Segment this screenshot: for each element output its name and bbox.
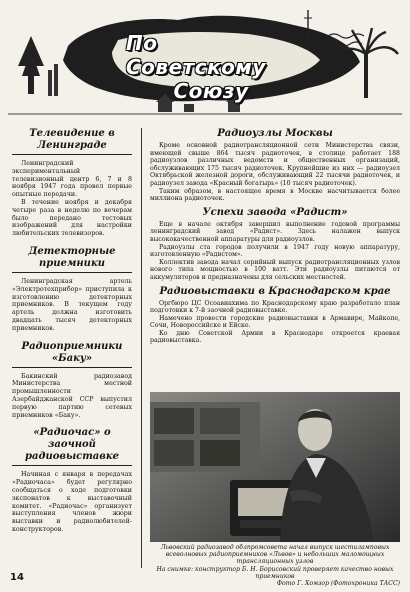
paragraph: Оргбюро ЦС Осоавиахима по Краснодарскому краю разработало план подготовки к 7-й заочной радиовыставке. [150,299,400,315]
section-baku-receivers [12,341,132,420]
section-divider [12,272,132,273]
title-line-2: Союзу [173,79,249,103]
section-moscow-radio-hubs [150,128,400,203]
section-title: Успехи завода «Радист» [202,206,348,218]
paragraph: Начиная с января в передачах «Радиочаса» будет регулярно сообщаться о ходе подготовки экспонатов к выставочный комитет. «Радиочас» организует выступления членов жюри выставки и радиолюбителей-конструкторов. [12,471,132,533]
left-column [12,128,132,534]
section-radist-factory [150,207,400,282]
paragraph: Еще в начале октября завершил выполнение годовой программы ленинградский завод «Радист». Здесь налажен выпуск высококачественной аппаратуры для радиоузлов. [150,220,400,243]
section-title: Радиовыставки в Краснодарском крае [159,285,391,297]
right-column [150,128,400,345]
section-radiochas [12,427,132,533]
section-title: Детекторные приемники [28,245,116,269]
section-title: Радиоузлы Москвы [217,128,333,139]
paragraph: Радиоузлы ста городов получили в 1947 году новую аппаратуру, изготовленную «Радистом». [150,243,400,259]
section-divider [12,465,132,466]
photo-credit: Фото Г. Хомзор (Фотохроника ТАСС) [277,580,400,588]
photo-engineer-testing-receivers [150,392,400,542]
paragraph: В течение ноября и декабря четыре раза в неделю по вечерам было передано тестовых изображений для настройки любительских телевизоров. [12,198,132,238]
header-banner [8,6,402,118]
section-krasnodar-exhibitions [150,286,400,346]
paragraph: Ко дню Советской Армии в Краснодаре откроется краевая радиовыставка. [150,329,400,345]
section-title: Телевидение в Ленинграде [29,128,115,151]
page-title [126,31,296,103]
title-line-1: По Советскому [126,31,266,79]
paragraph: Намечено провести городские радиовыставки в Армавире, Майкопе, Сочи, Новороссийске и Ейске. [150,314,400,330]
paragraph: Ленинградская артель «Электротехприбор» приступила к изготовлению детекторных приемников. В текущем году артель должна изготовить двадцать тысяч детекторных приемников. [12,277,132,332]
section-divider [12,154,132,155]
caption-line: На снимке: конструктор Б. Н. Борисовский проверяет качество новых приемников [156,565,394,580]
paragraph: Таким образом, в настоящее время в Москве насчитывается более миллиона радиоточек. [150,187,400,203]
photo-caption [150,544,400,587]
section-title: Радиоприемники «Баку» [21,340,123,364]
paragraph: Бакинский радиозавод Министерства местной промышленности Азербайджанской ССР выпустил первую партию сетевых приемников «Баку». [12,372,132,419]
column-divider [141,128,142,568]
paragraph: Кроме основной радиотрансляционной сети Министерства связи, имеющей свыше 864 тысяч радиоточек, в столице работает 188 радиоузлов различных ведомств и общественных организаций, обслуживающих 175 тысяч радиоточек. Крупнейшие из них — радиоузел Октябрьской железной дороги, обслуживающий 22 тысячи радиоточек, и радиоузел завода «Красный богатырь» (10 тысяч радиоточек). [150,142,400,187]
section-television [12,128,132,238]
section-title: «Радиочас» о заочной радиовыставке [25,427,119,463]
paragraph: Коллектив завода начал серийный выпуск радиотрансляционных узлов нового типа мощностью в 100 ватт. Эти радиоузлы питаются от аккумуляторов и предназначены для сельских местностей. [150,258,400,281]
page-number: 14 [10,572,24,583]
paragraph: Ленинградский экспериментальный телевизионный центр 6, 7 и 8 ноября 1947 года провел первые опытные передачи. [12,160,132,199]
section-divider [12,367,132,368]
caption-line: Львовский радиозавод облпромсовета начал выпуск шестиламповых всеволновых радиоприемников «Львов» и небольших маломощных трансляционных узлов [160,544,390,566]
section-detector-receivers [12,246,132,333]
